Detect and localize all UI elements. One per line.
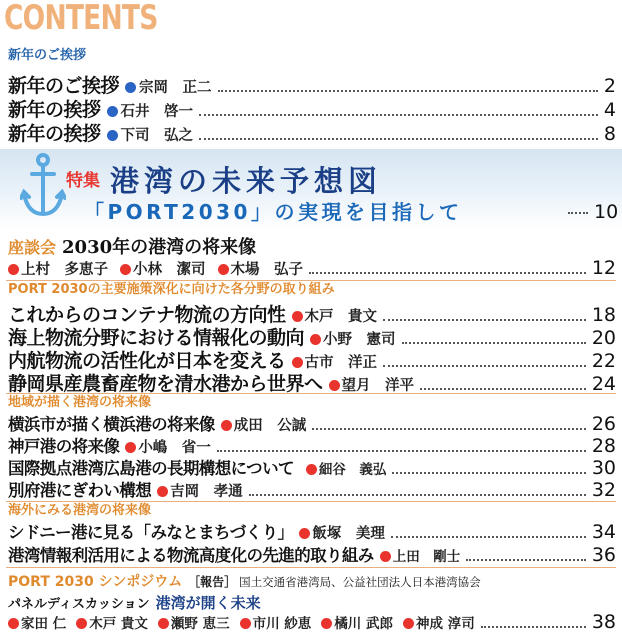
leader-dots — [420, 387, 586, 390]
entry-page: 24 — [591, 373, 616, 395]
entry-page: 28 — [591, 435, 616, 457]
entry-author: 家田 仁 — [21, 616, 67, 632]
toc-entry[interactable] — [8, 611, 616, 635]
bullet-icon — [120, 264, 131, 275]
toc-entry[interactable] — [8, 455, 616, 479]
entry-author: 橘川 武郎 — [334, 616, 394, 632]
entry-author: 瀬野 恵三 — [170, 616, 230, 632]
bullet-icon — [299, 528, 310, 539]
entry-page: 22 — [591, 350, 616, 372]
entry-author: 宗岡 正二 — [139, 79, 212, 96]
entry-author: 神成 淳司 — [416, 616, 475, 632]
panel-label: パネルディスカッション — [8, 597, 150, 612]
entry-title: 内航物流の活性化が日本を変える — [8, 350, 286, 372]
section-regional: 地域が描く港湾の将来像 — [8, 395, 152, 410]
entry-title: 新年の挨拶 — [8, 123, 101, 145]
entry-title: 横浜市が描く横浜港の将来像 — [8, 415, 215, 434]
section-overseas: 海外にみる港湾の将来像 — [8, 503, 152, 518]
leader-dots — [218, 89, 598, 92]
bullet-icon — [125, 442, 136, 453]
entry-page: 30 — [591, 457, 616, 479]
bullet-icon — [158, 618, 169, 629]
entry-author: 石井 啓一 — [120, 103, 194, 120]
toc-entry[interactable] — [8, 257, 616, 281]
entry-title: シドニー港に見る「みなとまちづくり」 — [8, 523, 294, 542]
entry-page: 26 — [591, 413, 616, 435]
bullet-icon — [292, 357, 303, 368]
entry-author: 細谷 義弘 — [318, 462, 387, 478]
entry-author: 木戸 貴文 — [89, 616, 148, 632]
entry-author: 飯塚 美理 — [312, 525, 385, 542]
entry-page: 4 — [603, 99, 616, 121]
leader-dots — [199, 137, 598, 140]
leader-dots — [312, 427, 586, 430]
feature-subtitle: 「PORT2030」の実現を目指して — [84, 200, 463, 224]
toc-entry[interactable] — [8, 323, 616, 347]
entry-page: 8 — [603, 123, 616, 145]
leader-dots — [481, 625, 586, 628]
toc-entry[interactable] — [8, 519, 616, 543]
entry-title: 静岡県産農畜産物を清水港から世界へ — [8, 373, 323, 395]
leader-dots — [391, 535, 586, 538]
entry-title: 神戸港の将来像 — [8, 437, 120, 456]
entry-page: 20 — [591, 327, 616, 349]
toc-entry[interactable] — [8, 300, 616, 324]
entry-author: 木場 弘子 — [230, 261, 303, 278]
section-port2030: PORT 2030の主要施策深化に向けた各分野の取り組み — [8, 282, 335, 297]
bullet-icon — [292, 311, 303, 322]
entry-author: 小嶋 省一 — [138, 439, 211, 456]
entry-page: 2 — [603, 75, 616, 97]
symposium-label: PORT 2030 シンポジウム — [8, 574, 183, 590]
bullet-icon — [321, 618, 332, 629]
entry-page: 36 — [591, 544, 616, 566]
entry-title: 港湾情報利活用による物流高度化の先進的取り組み — [8, 546, 374, 565]
divider — [6, 393, 616, 394]
entry-author: 上田 剛士 — [392, 549, 461, 565]
entry-author: 上村 多恵子 — [21, 261, 108, 278]
panel-heading — [8, 592, 261, 613]
divider — [6, 501, 616, 502]
entry-title: 国際拠点港湾広島港の長期構想について — [8, 459, 294, 478]
entry-author: 吉岡 孝通 — [170, 483, 243, 500]
toc-entry[interactable] — [8, 411, 616, 435]
leader-dots — [466, 558, 586, 561]
entry-author: 成田 公誠 — [233, 417, 307, 434]
bullet-icon — [218, 264, 229, 275]
bullet-icon — [380, 551, 391, 562]
leader-dots — [383, 364, 586, 367]
entry-title: 新年のご挨拶 — [8, 75, 120, 97]
toc-entry[interactable] — [8, 71, 616, 95]
toc-entry[interactable] — [8, 369, 616, 393]
entry-title: これからのコンテナ物流の方向性 — [8, 304, 286, 326]
leader-dots — [402, 341, 586, 344]
entry-author: 市川 紗恵 — [252, 616, 312, 632]
special-label: 特集 — [66, 171, 100, 191]
bullet-icon — [306, 464, 317, 475]
divider — [6, 280, 616, 281]
entry-author: 小林 潔司 — [133, 261, 206, 278]
contents-heading: CONTENTS — [4, 0, 158, 38]
leader-dots — [383, 318, 586, 321]
toc-entry[interactable] — [8, 477, 616, 501]
toc-entry[interactable] — [8, 95, 616, 119]
toc-entry[interactable] — [8, 119, 616, 143]
entry-author: 木戸 貴文 — [304, 308, 378, 325]
leader-dots — [309, 271, 586, 274]
section-greetings: 新年のご挨拶 — [8, 48, 87, 63]
entry-page: 38 — [591, 611, 616, 633]
leader-dots — [217, 449, 586, 452]
bullet-icon — [240, 618, 251, 629]
entry-page: 18 — [591, 304, 616, 326]
bullet-icon — [329, 380, 340, 391]
feature-title: 港湾の未来予想図 — [110, 164, 383, 198]
leader-dots — [568, 212, 588, 214]
bullet-icon — [221, 420, 232, 431]
entry-author: 古市 洋正 — [304, 354, 378, 371]
bullet-icon — [76, 618, 87, 629]
divider — [6, 567, 616, 568]
bullet-icon — [125, 82, 136, 93]
entry-title: 海上物流分野における情報化の動向 — [8, 327, 305, 349]
toc-entry[interactable] — [8, 542, 616, 566]
bullet-icon — [157, 486, 168, 497]
anchor-icon — [20, 152, 66, 222]
zadankai-title: 2030年の港湾の将来像 — [62, 237, 257, 258]
bullet-icon — [107, 106, 118, 117]
entry-author: 望月 洋平 — [341, 377, 415, 394]
leader-dots — [249, 493, 586, 496]
panel-title: 港湾が開く未来 — [155, 594, 261, 612]
bullet-icon — [8, 264, 19, 275]
entry-title: 新年の挨拶 — [8, 99, 101, 121]
bullet-icon — [107, 130, 118, 141]
entry-page: 12 — [591, 257, 616, 279]
entry-author: 小野 憲司 — [323, 331, 396, 348]
toc-entry[interactable] — [8, 346, 616, 370]
leader-dots — [199, 113, 598, 116]
zadankai-heading — [8, 233, 616, 257]
feature-page: 10 — [594, 201, 619, 223]
bullet-icon — [403, 618, 414, 629]
bullet-icon — [310, 334, 321, 345]
toc-entry[interactable] — [8, 433, 616, 457]
entry-page: 34 — [591, 521, 616, 543]
entry-author: 下司 弘之 — [120, 127, 194, 144]
symposium-heading — [8, 571, 481, 591]
entry-title: 別府港にぎわい構想 — [8, 481, 152, 500]
entry-page: 32 — [591, 479, 616, 501]
report-tag: ［報告］ — [188, 575, 237, 589]
bullet-icon — [8, 618, 19, 629]
zadankai-label: 座談会 — [8, 238, 57, 257]
symposium-organizers: 国土交通省港湾局、公益社団法人日本港湾協会 — [239, 575, 481, 589]
leader-dots — [392, 471, 585, 474]
